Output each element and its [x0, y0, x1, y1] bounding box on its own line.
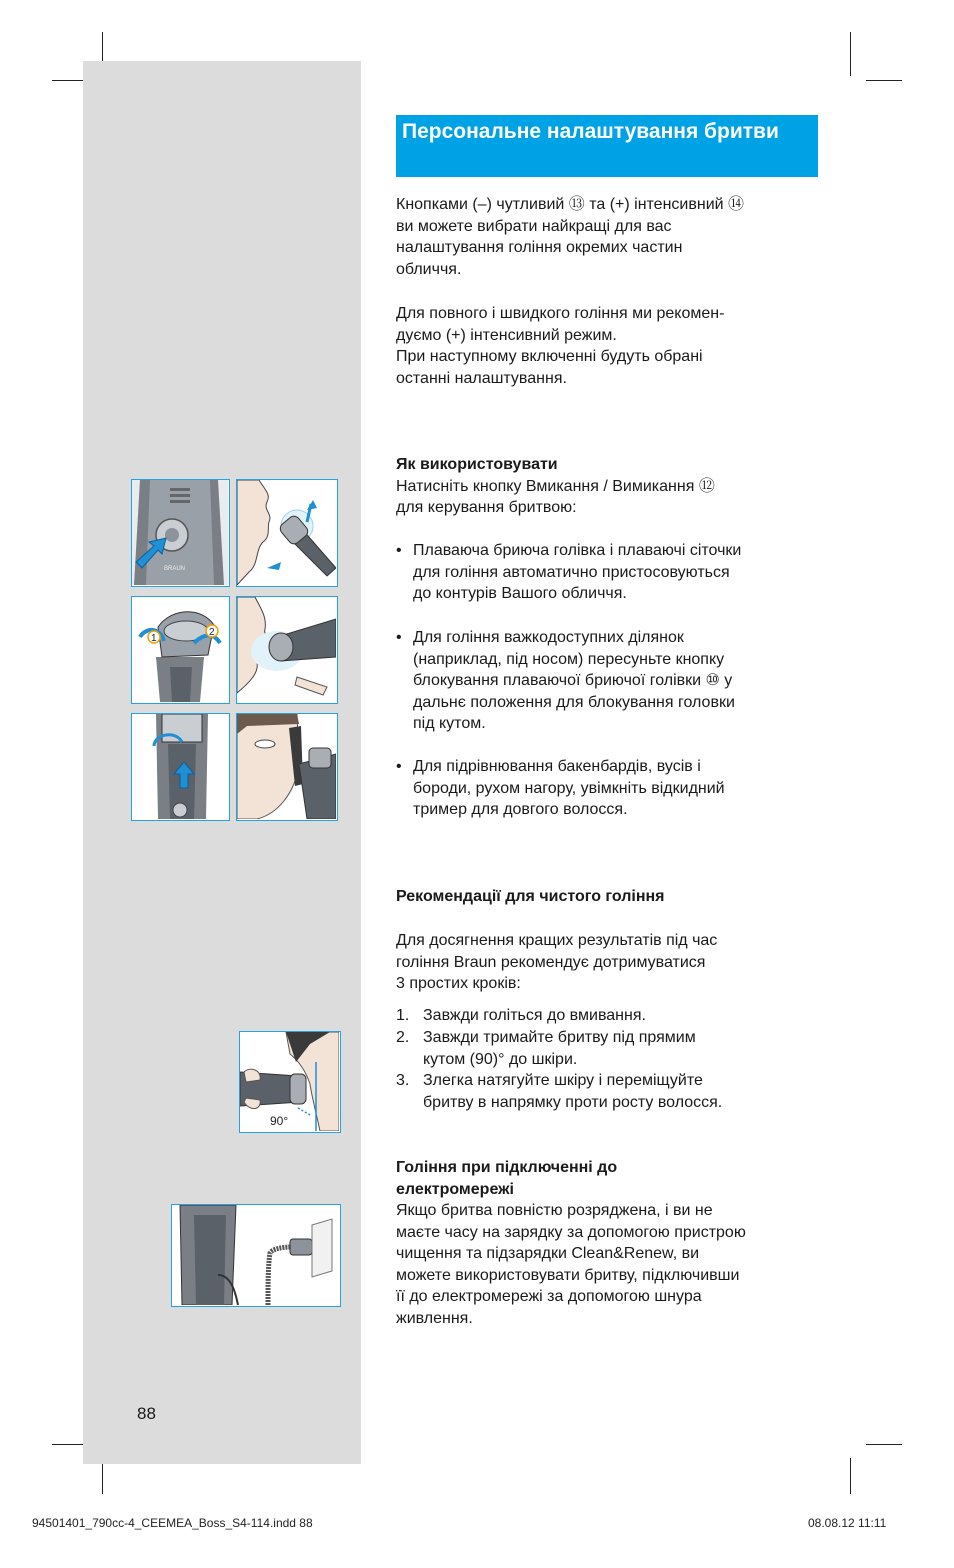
list-item	[396, 1027, 826, 1070]
section-heading: Рекомендації для чистого гоління	[396, 888, 665, 905]
text-line: ви можете вибрати найкращі для вас	[396, 217, 672, 235]
text-line: під кутом.	[413, 715, 486, 732]
text-line: тример для довгого волосся.	[413, 801, 628, 818]
bullet-marker: •	[396, 629, 402, 646]
list-item	[396, 540, 826, 605]
figure-trimmer	[131, 713, 230, 821]
figure-floating-head	[236, 479, 338, 587]
text-line: кутом (90)° до шкіри.	[423, 1050, 578, 1068]
page-title: Персональне налаштування бритви	[396, 115, 818, 177]
list-item	[396, 1070, 826, 1113]
tips-heading	[396, 886, 826, 908]
footer-timestamp: 08.08.12 11:11	[808, 1516, 887, 1530]
text-line: Для гоління важкодоступних ділянок	[413, 629, 684, 646]
step-number: 1.	[396, 1007, 410, 1024]
text-line: Якщо бритва повністю розряджена, і ви не	[396, 1202, 713, 1219]
step-1-label: 1	[151, 633, 157, 644]
crop-mark	[52, 1444, 86, 1445]
intro-paragraph	[396, 303, 826, 389]
text-line: дуємо (+) інтенсивний режим.	[396, 326, 617, 344]
text-line: для керування бритвою:	[396, 499, 577, 516]
text-line: дальнє положення для блокування головки	[413, 693, 735, 711]
text-line: Кнопками (–) чутливий ⑬ та (+) інтенсивний ⑭	[396, 196, 745, 213]
text-line: При наступному включенні будуть обрані	[396, 348, 703, 365]
figure-mains-cord	[171, 1204, 341, 1307]
text-line: блокування плаваючої бриючої голівки ⑩ у	[413, 672, 733, 689]
figure-under-nose	[236, 596, 338, 704]
text-line: живлення.	[396, 1309, 473, 1327]
list-item	[396, 1005, 826, 1027]
step-number: 2.	[396, 1029, 410, 1046]
list-item	[396, 627, 826, 735]
section-heading: Гоління при підключенні до	[396, 1159, 618, 1176]
figure-power-button	[131, 479, 230, 587]
text-line: Злегка натягуйте шкіру і переміщуйте	[423, 1072, 703, 1089]
section-heading: Як використовувати	[396, 456, 558, 473]
crop-mark	[850, 1458, 851, 1494]
text-line: бритву в напрямку проти росту волосся.	[423, 1093, 723, 1111]
text-line: 3 простих кроків:	[396, 975, 521, 992]
angle-label: 90°	[270, 1114, 289, 1128]
text-line: чищення та підзарядки Clean&Renew, ви	[396, 1245, 700, 1262]
section-heading: електромережі	[396, 1180, 514, 1198]
text-line: Для повного і швидкого гоління ми рекомен-	[396, 305, 725, 322]
brand-mark: BRAUN	[164, 566, 186, 572]
text-line: її до електромережі за допомогою шнура	[396, 1288, 702, 1305]
text-line: можете використовувати бритву, підключивши	[396, 1266, 740, 1284]
text-line: Плаваюча бриюча голівка і плаваючі сіточки	[413, 542, 742, 559]
figure-sideburns	[236, 713, 338, 821]
mains-section	[396, 1157, 826, 1329]
text-line: Для досягнення кращих результатів під час	[396, 932, 718, 949]
text-line: до контурів Вашого обличчя.	[413, 585, 627, 602]
text-line: Завжди тримайте бритву під прямим	[423, 1029, 696, 1046]
text-line: Для підрівнювання бакенбардів, вусів і	[413, 758, 701, 775]
text-line: налаштування гоління окремих частин	[396, 239, 683, 256]
how-to-use-section	[396, 454, 826, 519]
crop-mark	[850, 32, 851, 76]
text-line: для гоління автоматично пристосовуються	[413, 563, 730, 581]
bullet-marker: •	[396, 542, 402, 559]
text-line: гоління Braun рекомендує дотримуватися	[396, 953, 706, 971]
step-number: 3.	[396, 1072, 410, 1089]
text-line: Завжди голіться до вмивання.	[423, 1007, 646, 1024]
list-item	[396, 756, 826, 821]
text-line: (наприклад, під носом) пересуньте кнопку	[413, 650, 725, 668]
text-line: маєте часу на зарядку за допомогою пристрою	[396, 1223, 746, 1241]
crop-mark	[866, 80, 902, 81]
footer-file-info: 94501401_790cc-4_CEEMEA_Boss_S4-114.indd 88	[32, 1516, 313, 1530]
page-number: 88	[137, 1404, 156, 1423]
crop-mark	[52, 80, 86, 81]
intro-paragraph	[396, 194, 826, 280]
crop-mark	[866, 1444, 902, 1445]
text-line: бороди, рухом нагору, увімкніть відкидний	[413, 779, 725, 797]
text-line: останні налаштування.	[396, 369, 567, 387]
text-line: обличчя.	[396, 260, 462, 278]
figure-lock-head	[131, 596, 230, 704]
step-2-label: 2	[209, 627, 215, 638]
figure-90-degree	[239, 1031, 341, 1133]
text-line: Натисніть кнопку Вмикання / Вимикання ⑫	[396, 477, 715, 495]
bullet-marker: •	[396, 758, 402, 775]
tips-intro	[396, 930, 826, 995]
